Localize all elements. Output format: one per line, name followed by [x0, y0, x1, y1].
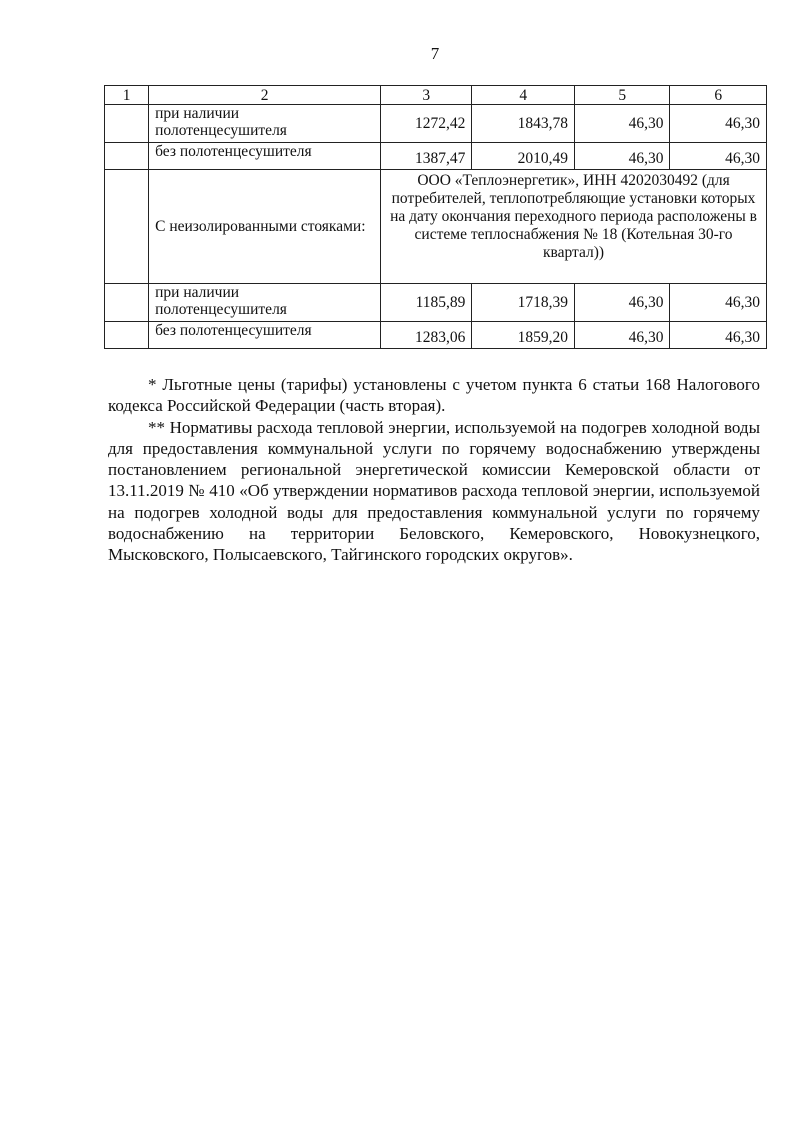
header-cell-3: 3: [381, 86, 472, 105]
row-label: при наличии полотенцесушителя: [149, 284, 381, 322]
table-group-row: [105, 170, 767, 284]
row-number-cell: [105, 284, 149, 322]
row-number-cell: [105, 143, 149, 170]
tariff-table: [104, 85, 767, 349]
table-row: [105, 143, 767, 170]
group-label: С неизолированными стояками:: [149, 170, 381, 284]
tariff-value: 1272,42: [381, 105, 472, 143]
tariff-value-vat: 1859,20: [472, 322, 575, 349]
row-number-cell: [105, 105, 149, 143]
table-header-row: [105, 86, 767, 105]
tariff-value: 1185,89: [381, 284, 472, 322]
table-row: [105, 105, 767, 143]
header-cell-1: 1: [105, 86, 149, 105]
table-row: [105, 322, 767, 349]
tariff-value-vat: 2010,49: [472, 143, 575, 170]
norm-value: 46,30: [575, 322, 670, 349]
norm-value: 46,30: [575, 143, 670, 170]
norm-value: 46,30: [670, 105, 767, 143]
header-cell-5: 5: [575, 86, 670, 105]
tariff-value-vat: 1718,39: [472, 284, 575, 322]
page-number: 7: [430, 44, 440, 63]
row-label: без полотенцесушителя: [149, 322, 381, 349]
organization-cell: ООО «Теплоэнергетик», ИНН 4202030492 (для потребителей, теплопотребляющие установки которых на дату окончания переходного периода расположены в системе теплоснабжения № 18 (Котельная 30-го квартал)): [381, 170, 767, 284]
tariff-value: 1283,06: [381, 322, 472, 349]
row-label: без полотенцесушителя: [149, 143, 381, 170]
tariff-value: 1387,47: [381, 143, 472, 170]
norm-value: 46,30: [575, 105, 670, 143]
norm-value: 46,30: [575, 284, 670, 322]
header-cell-6: 6: [670, 86, 767, 105]
row-label: при наличии полотенцесушителя: [149, 105, 381, 143]
norm-value: 46,30: [670, 284, 767, 322]
norm-value: 46,30: [670, 143, 767, 170]
tariff-value-vat: 1843,78: [472, 105, 575, 143]
row-number-cell: [105, 322, 149, 349]
header-cell-4: 4: [472, 86, 575, 105]
row-number-cell: [105, 170, 149, 284]
footnotes: [108, 374, 760, 566]
header-cell-2: 2: [149, 86, 381, 105]
table-row: [105, 284, 767, 322]
norm-value: 46,30: [670, 322, 767, 349]
footnote-2: ** Нормативы расхода тепловой энергии, используемой на подогрев холодной воды для предоставления коммунальной услуги по горячему водоснабжению утверждены постановлением региональной энергетической комиссии Кемеровской области от 13.11.2019 № 410 «Об утверждении нормативов расхода тепловой энергии, используемой на подогрев холодной воды для предоставления коммунальной услуги по горячему водоснабжению на территории Беловского, Кемеровского, Новокузнецкого, Мысковского, Полысаевского, Тайгинского городских округов».: [108, 417, 760, 565]
footnote-1: * Льготные цены (тарифы) установлены с учетом пункта 6 статьи 168 Налогового кодекса Российской Федерации (часть вторая).: [108, 375, 760, 416]
